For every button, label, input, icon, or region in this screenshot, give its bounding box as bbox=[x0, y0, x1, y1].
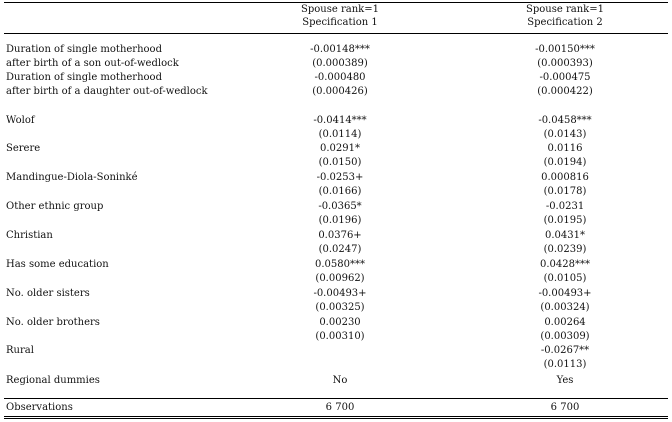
row-label: Serere bbox=[6, 143, 41, 154]
row-col1: -0.000480 bbox=[314, 72, 366, 83]
row-col1: 0.0376+ bbox=[318, 230, 362, 241]
col1-header-line1: Spouse rank=1 bbox=[301, 4, 379, 15]
row-col2: 0.0431* bbox=[545, 230, 585, 241]
row-col1: (0.00962) bbox=[315, 273, 365, 284]
row-col2: (0.0113) bbox=[543, 359, 587, 370]
row-col2: 0.00264 bbox=[544, 317, 586, 328]
row-col2: (0.00309) bbox=[540, 331, 590, 342]
row-col1: (0.0114) bbox=[318, 129, 362, 140]
row-col1: 0.00230 bbox=[319, 317, 361, 328]
col2-header-line1: Spouse rank=1 bbox=[526, 4, 604, 15]
row-col2: (0.000393) bbox=[537, 58, 593, 69]
bottom-rule-1 bbox=[4, 416, 668, 417]
row-col1: -0.00493+ bbox=[313, 288, 367, 299]
row-col2: (0.00324) bbox=[540, 302, 590, 313]
row-col2: (0.0195) bbox=[543, 215, 587, 226]
col1-header-line2: Specification 1 bbox=[302, 17, 378, 28]
row-col2: (0.000422) bbox=[537, 86, 593, 97]
row-col1: (0.0166) bbox=[318, 186, 362, 197]
row-col2: 0.0428*** bbox=[540, 259, 590, 270]
top-rule bbox=[4, 2, 668, 3]
bottom-rule-2 bbox=[4, 418, 668, 419]
row-label: Christian bbox=[6, 230, 53, 241]
row-col2: -0.00493+ bbox=[538, 288, 592, 299]
row-label: after birth of a son out-of-wedlock bbox=[6, 58, 179, 69]
row-label: No. older sisters bbox=[6, 288, 90, 299]
row-col2: (0.0239) bbox=[543, 244, 587, 255]
row-col1: (0.0247) bbox=[318, 244, 362, 255]
row-col2: 0.000816 bbox=[541, 172, 589, 183]
footer-rule bbox=[4, 398, 668, 399]
col2-header-line2: Specification 2 bbox=[527, 17, 603, 28]
row-col2: (0.0143) bbox=[543, 129, 587, 140]
row-label: Regional dummies bbox=[6, 375, 100, 386]
row-col1: -0.0414*** bbox=[313, 115, 367, 126]
row-col1: No bbox=[332, 375, 348, 386]
row-col2: (0.0178) bbox=[543, 186, 587, 197]
row-col2: -0.0458*** bbox=[538, 115, 592, 126]
row-label: Has some education bbox=[6, 259, 109, 270]
row-label: Other ethnic group bbox=[6, 201, 104, 212]
row-col1: (0.00310) bbox=[315, 331, 365, 342]
row-col1: -0.00148*** bbox=[310, 44, 370, 55]
row-col1: 0.0291* bbox=[320, 143, 360, 154]
row-col1: (0.00325) bbox=[315, 302, 365, 313]
row-label: Rural bbox=[6, 345, 34, 356]
row-col2: -0.0267** bbox=[540, 345, 590, 356]
row-label: No. older brothers bbox=[6, 317, 100, 328]
footer-col2: 6 700 bbox=[550, 402, 580, 413]
row-col1: (0.000389) bbox=[312, 58, 368, 69]
row-col1: -0.0365* bbox=[318, 201, 362, 212]
header-rule bbox=[4, 33, 668, 34]
footer-col1: 6 700 bbox=[325, 402, 355, 413]
row-label: Wolof bbox=[6, 115, 35, 126]
row-col2: -0.00150*** bbox=[535, 44, 595, 55]
row-col1: (0.0196) bbox=[318, 215, 362, 226]
row-col2: -0.000475 bbox=[539, 72, 591, 83]
row-col2: (0.0105) bbox=[543, 273, 587, 284]
footer-label: Observations bbox=[6, 402, 73, 413]
row-label: Mandingue-Diola-Soninké bbox=[6, 172, 138, 183]
row-col1: 0.0580*** bbox=[315, 259, 365, 270]
row-label: Duration of single motherhood bbox=[6, 44, 162, 55]
row-col1: (0.000426) bbox=[312, 86, 368, 97]
row-label: Duration of single motherhood bbox=[6, 72, 162, 83]
row-label: after birth of a daughter out-of-wedlock bbox=[6, 86, 208, 97]
row-col2: (0.0194) bbox=[543, 157, 587, 168]
row-col1: -0.0253+ bbox=[316, 172, 364, 183]
row-col2: 0.0116 bbox=[547, 143, 583, 154]
row-col2: -0.0231 bbox=[545, 201, 585, 212]
row-col2: Yes bbox=[556, 375, 574, 386]
row-col1: (0.0150) bbox=[318, 157, 362, 168]
